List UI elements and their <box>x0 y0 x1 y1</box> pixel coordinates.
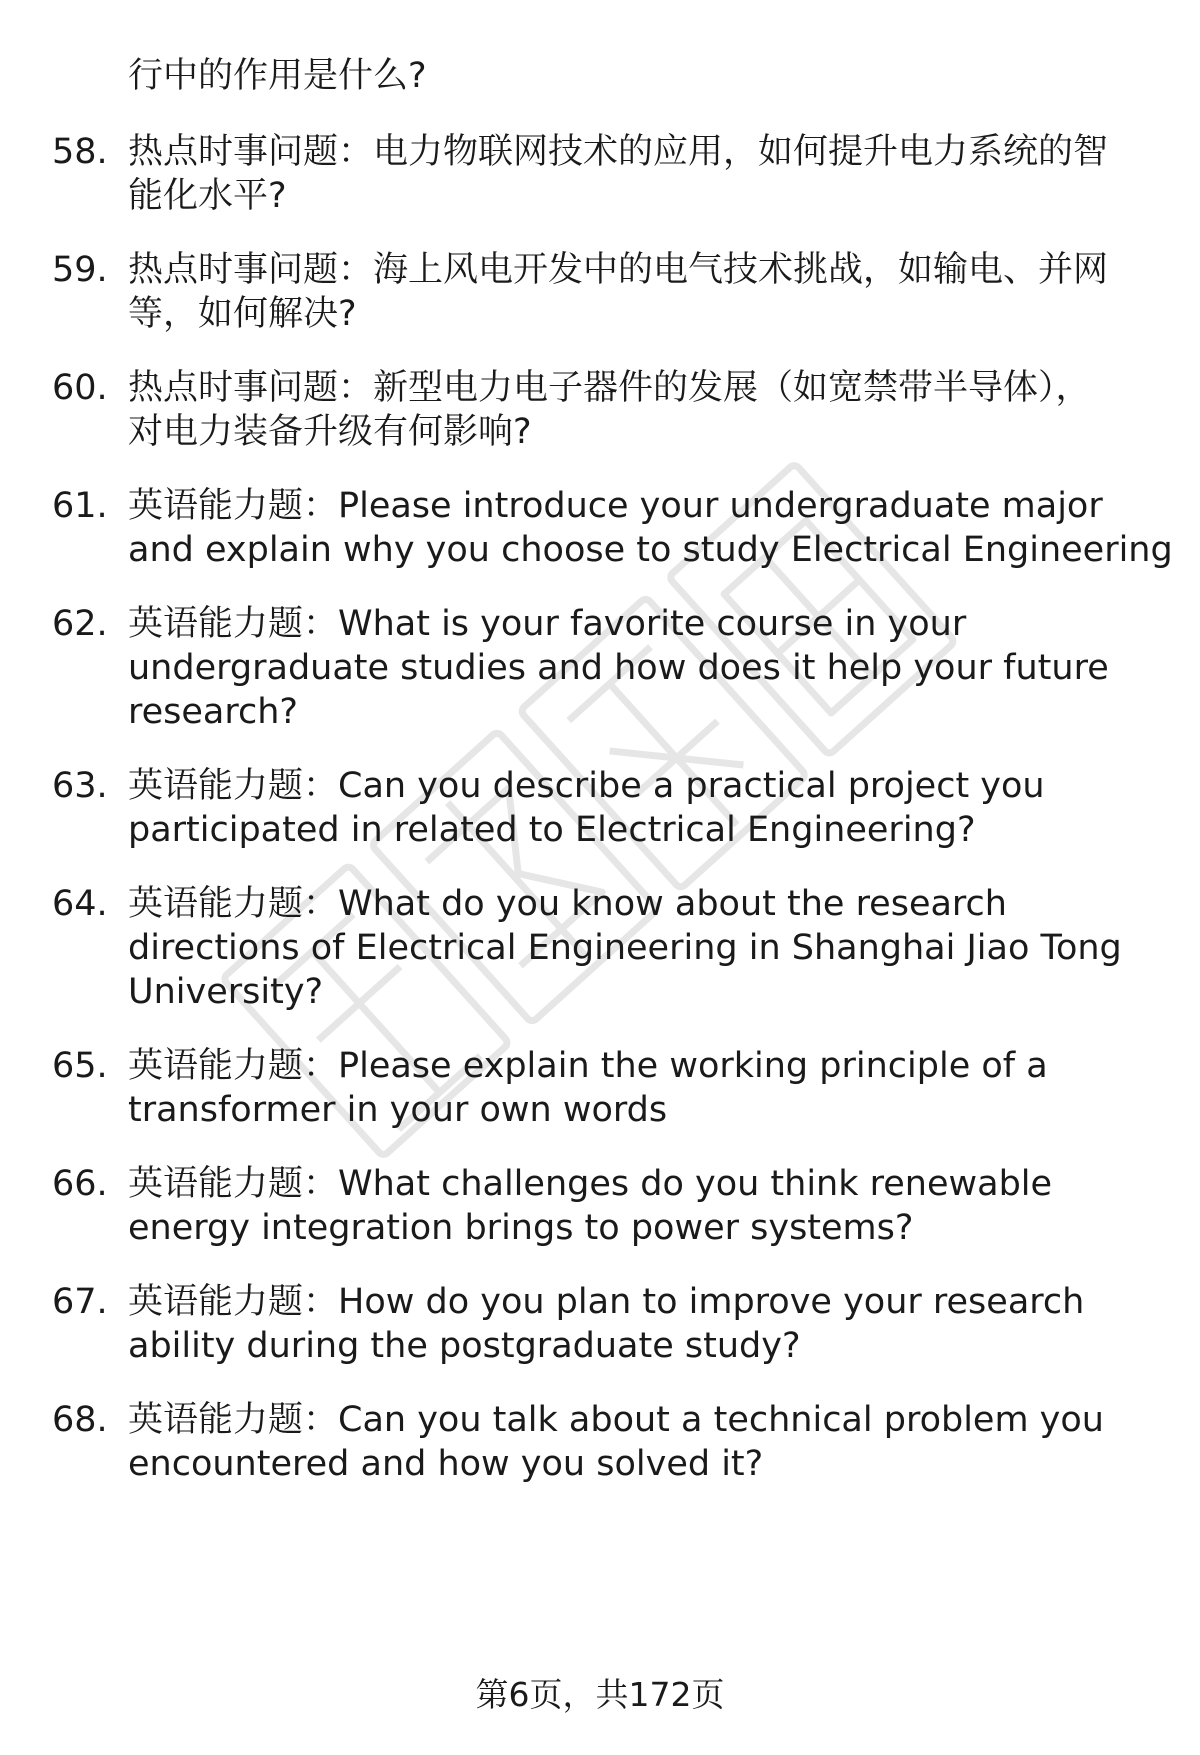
item-line: 热点时事问题：新型电力电子器件的发展（如宽禁带半导体）， <box>128 368 1091 408</box>
item-number: 63. <box>52 766 108 806</box>
item-line: 英语能力题：What is your favorite course in your <box>128 604 967 644</box>
item-line: 英语能力题：What do you know about the research <box>128 884 1007 924</box>
item-line: 对电力装备升级有何影响? <box>128 412 532 452</box>
item-line: and explain why you choose to study Electrical Engineering <box>128 530 1173 570</box>
item-line: research? <box>128 692 298 732</box>
item-number: 59. <box>52 250 108 290</box>
item-number: 60. <box>52 368 108 408</box>
item-line: participated in related to Electrical Engineering? <box>128 810 976 850</box>
item-line: 热点时事问题：电力物联网技术的应用，如何提升电力系统的智 <box>128 132 1109 172</box>
item-number: 67. <box>52 1282 108 1322</box>
item-line: 热点时事问题：海上风电开发中的电气技术挑战，如输电、并网 <box>128 250 1109 290</box>
item-number: 66. <box>52 1164 108 1204</box>
item-number: 68. <box>52 1400 108 1440</box>
item-line: ability during the postgraduate study? <box>128 1326 801 1366</box>
item-line: encountered and how you solved it? <box>128 1444 764 1484</box>
continuation-line: 行中的作用是什么? <box>128 56 427 96</box>
page-footer: 第6页，共172页 <box>475 1675 725 1714</box>
item-line: 英语能力题：Can you talk about a technical problem you <box>128 1400 1104 1440</box>
item-number: 65. <box>52 1046 108 1086</box>
item-line: 英语能力题：How do you plan to improve your research <box>128 1282 1085 1322</box>
item-line: 英语能力题：What challenges do you think renewable <box>128 1164 1053 1204</box>
item-number: 62. <box>52 604 108 644</box>
item-line: 英语能力题：Please explain the working principle of a <box>128 1046 1048 1086</box>
item-line: energy integration brings to power systems? <box>128 1208 914 1248</box>
item-number: 64. <box>52 884 108 924</box>
item-line: 等，如何解决? <box>128 294 357 334</box>
item-line: 英语能力题：Please introduce your undergraduate major <box>128 486 1103 526</box>
item-line: University? <box>128 972 324 1012</box>
item-line: transformer in your own words <box>128 1090 668 1130</box>
item-line: 能化水平? <box>128 176 287 216</box>
item-line: directions of Electrical Engineering in Shanghai Jiao Tong <box>128 928 1122 968</box>
item-number: 58. <box>52 132 108 172</box>
item-number: 61. <box>52 486 108 526</box>
item-line: undergraduate studies and how does it help your future <box>128 648 1109 688</box>
item-line: 英语能力题：Can you describe a practical project you <box>128 766 1045 806</box>
